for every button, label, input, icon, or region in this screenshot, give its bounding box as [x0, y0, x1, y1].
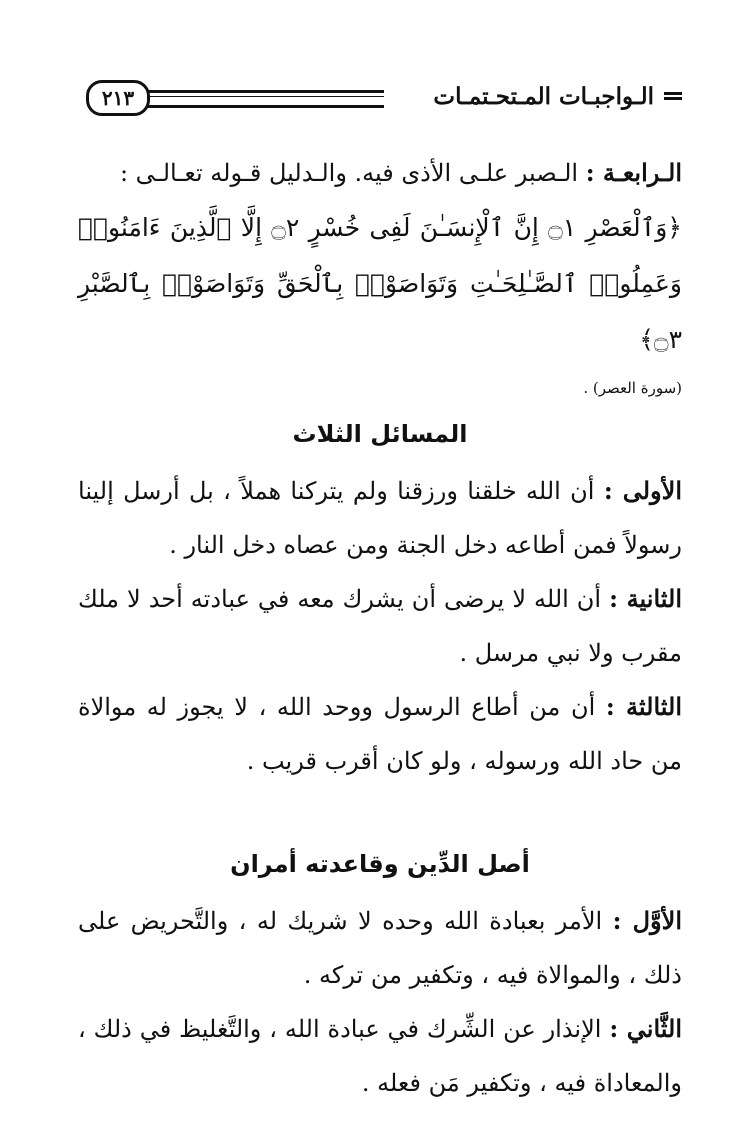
paragraph-lead: الثَّاني :: [609, 1014, 682, 1043]
paragraph-lead: الـرابعـة :: [585, 158, 682, 187]
quran-verse-line-1: ﴿وَٱلْعَصْرِ ۝١ إِنَّ ٱلْإِنسَـٰنَ لَفِى خُسْرٍ ۝٢ إِلَّا ٱلَّذِينَ ءَامَنُوا۟: [78, 213, 682, 242]
paragraph-lead: الثالثة :: [605, 692, 682, 721]
paragraph-text: الـصبر علـى الأذى فيه. والـدليل قـوله تعـالـى :: [119, 159, 586, 187]
section-heading-religion-foundation: أصل الدِّين وقاعدته أمران: [230, 850, 530, 878]
paragraph-text: أن الله لا يرضى أن يشرك معه في عبادته أحد لا ملك مقرب ولا نبي مرسل .: [78, 585, 682, 667]
paragraph-third-issue: [78, 680, 682, 788]
paragraph-text: أن من أطاع الرسول ووحد الله ، لا يجوز له موالاة من حاد الله ورسوله ، ولو كان أقرب قريب .: [78, 693, 682, 775]
paragraph-text: أن الله خلقنا ورزقنا ولم يتركنا هملاً ، بل أرسل إلينا رسولاً فمن أطاعه دخل الجنة ومن عصاه دخل النار .: [78, 477, 682, 559]
page-content: [78, 146, 682, 1110]
paragraph-first-issue: [78, 464, 682, 572]
paragraph-lead: الأوَّل :: [612, 906, 682, 935]
paragraph-second-issue: [78, 572, 682, 680]
section-heading-three-issues: المسائل الثلاث: [292, 420, 468, 448]
paragraph-text: الأمر بعبادة الله وحده لا شريك له ، والتَّحريض على ذلك ، والموالاة فيه ، وتكفير من تركه .: [78, 907, 682, 989]
paragraph-second-matter: [78, 1002, 682, 1110]
paragraph-lead: الثانية :: [609, 584, 682, 613]
surah-reference: (سورة العصر) .: [583, 379, 682, 397]
paragraph-fourth: [78, 146, 682, 200]
paragraph-lead: الأولى :: [603, 476, 682, 505]
header-rule: [148, 90, 384, 108]
paragraph-first-matter: [78, 894, 682, 1002]
running-header: [86, 78, 682, 118]
quran-verse-line-2: وَعَمِلُوا۟ ٱلصَّـٰلِحَـٰتِ وَتَوَاصَوْا۟ بِٱلْحَقِّ وَتَوَاصَوْا۟ بِٱلصَّبْرِ ۝٣﴾: [78, 269, 682, 354]
header-ornament-marks: [664, 92, 682, 102]
page-number: ٢١٣: [86, 80, 150, 116]
paragraph-text: الإنذار عن الشِّرك في عبادة الله ، والتَّغليظ في ذلك ، والمعاداة فيه ، وتكفير مَن فعله .: [78, 1015, 682, 1097]
header-title: الـواجبـات المـتحـتمـات: [433, 83, 654, 110]
